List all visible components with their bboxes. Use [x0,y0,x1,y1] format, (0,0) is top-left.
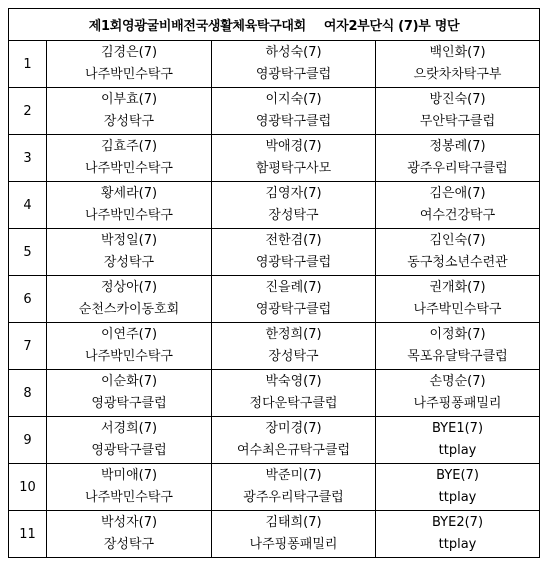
player-name: 이부효(7) [100,92,158,107]
player-cell [212,370,376,417]
player-club: 나주박민수탁구 [85,208,173,223]
title-row [9,9,540,41]
group-row [9,464,540,511]
division-title: 여자2부단식 (7)부 명단 [323,19,460,34]
group-number: 11 [9,511,47,558]
player-cell [212,417,376,464]
player-club: 장성탁구 [103,537,155,552]
player-club: 나주박민수탁구 [85,67,173,82]
group-row [9,229,540,276]
player-club: 목포유달탁구클럽 [407,349,508,364]
player-cell [212,276,376,323]
player-name: 한정희(7) [265,327,322,342]
player-cell [376,182,540,229]
player-name: 장미경(7) [265,421,322,436]
player-name: 하성숙(7) [265,45,322,60]
player-club: 광주우리탁구클럽 [243,490,344,505]
player-name: 황세라(7) [100,186,158,201]
player-name: 박애경(7) [265,139,322,154]
player-cell [212,511,376,558]
player-name: 박정일(7) [100,233,158,248]
player-name: 김은애(7) [429,186,486,201]
player-club: ttplay [438,443,477,458]
group-number: 2 [9,88,47,135]
player-cell [376,511,540,558]
group-row [9,135,540,182]
player-club: 여수최은규탁구클럽 [236,443,351,458]
player-club: 나주박민수탁구 [413,302,502,317]
player-name: 방진숙(7) [429,92,486,107]
player-club: 여수건강탁구 [419,208,496,223]
event-title: 제1회영광굴비배전국생활체육탁구대회 [88,19,306,34]
player-club: 영광탁구클럽 [255,67,332,82]
player-cell [47,464,212,511]
player-name: 박준미(7) [265,468,322,483]
group-row [9,417,540,464]
player-name: 진을례(7) [265,280,322,295]
player-cell [47,276,212,323]
group-number: 3 [9,135,47,182]
player-name: 박미애(7) [100,468,158,483]
player-name: 김태희(7) [265,515,322,530]
group-number: 1 [9,41,47,88]
player-club: 동구청소년수련관 [407,255,508,270]
player-cell [376,417,540,464]
player-club: 나주박민수탁구 [85,161,173,176]
player-club: 장성탁구 [268,208,319,223]
player-name: 박성자(7) [100,515,158,530]
group-number: 10 [9,464,47,511]
player-name: 이지숙(7) [265,92,322,107]
player-cell [47,41,212,88]
player-club: ttplay [438,537,477,552]
player-cell [376,88,540,135]
player-cell [47,135,212,182]
player-cell [47,323,212,370]
player-club: 영광탁구클럽 [91,396,167,411]
player-name: 이정화(7) [429,327,486,342]
player-name: 손명순(7) [429,374,486,389]
group-row [9,41,540,88]
player-cell [47,417,212,464]
player-cell [376,276,540,323]
player-cell [212,88,376,135]
player-club: 영광탁구클럽 [255,114,332,129]
player-cell [376,323,540,370]
player-club: 영광탁구클럽 [255,255,332,270]
player-club: 장성탁구 [103,114,155,129]
player-cell [212,323,376,370]
player-cell [47,88,212,135]
player-club: 정다운탁구클럽 [249,396,338,411]
player-name: 전한겸(7) [265,233,322,248]
player-name: BYE1(7) [431,421,484,436]
player-cell [376,229,540,276]
player-club: 영광탁구클럽 [255,302,332,317]
player-club: 장성탁구 [268,349,319,364]
group-number: 6 [9,276,47,323]
player-name: BYE2(7) [431,515,484,530]
player-name: 백인화(7) [429,45,486,60]
player-name: 권개화(7) [429,280,486,295]
player-name: 김영자(7) [265,186,322,201]
group-row [9,88,540,135]
title-cell [9,9,540,41]
player-name: 김경은(7) [100,45,158,60]
player-club: 함평탁구사모 [255,161,332,176]
player-cell [47,229,212,276]
player-cell [376,370,540,417]
player-club: 순천스카이동호회 [78,302,180,317]
player-name: BYE(7) [436,468,479,483]
player-cell [212,229,376,276]
player-club: 나주핑퐁패밀리 [249,537,338,552]
player-cell [376,135,540,182]
player-cell [47,182,212,229]
player-club: 나주박민수탁구 [85,349,173,364]
roster-body [9,9,540,558]
group-number: 5 [9,229,47,276]
player-name: 박숙영(7) [265,374,322,389]
player-cell [376,464,540,511]
player-name: 김인숙(7) [429,233,486,248]
player-club: 무안탁구클럽 [419,114,496,129]
group-row [9,323,540,370]
player-name: 이연주(7) [100,327,158,342]
group-number: 7 [9,323,47,370]
player-club: ttplay [438,490,477,505]
group-row [9,511,540,558]
player-club: 나주핑퐁패밀리 [413,396,502,411]
player-name: 정봉례(7) [429,139,486,154]
player-cell [376,41,540,88]
player-name: 김효주(7) [100,139,158,154]
player-cell [212,182,376,229]
player-cell [212,41,376,88]
group-row [9,370,540,417]
group-row [9,182,540,229]
player-name: 서경희(7) [100,421,158,436]
group-row [9,276,540,323]
player-club: 장성탁구 [103,255,155,270]
player-cell [47,370,212,417]
player-cell [212,135,376,182]
group-number: 9 [9,417,47,464]
group-number: 8 [9,370,47,417]
player-club: 광주우리탁구클럽 [407,161,508,176]
player-club: 으랏차차탁구부 [413,67,502,82]
player-club: 나주박민수탁구 [85,490,173,505]
roster-table [8,8,540,558]
player-name: 이순화(7) [100,374,158,389]
player-name: 정상아(7) [100,280,158,295]
group-number: 4 [9,182,47,229]
player-cell [47,511,212,558]
player-cell [212,464,376,511]
player-club: 영광탁구클럽 [91,443,167,458]
